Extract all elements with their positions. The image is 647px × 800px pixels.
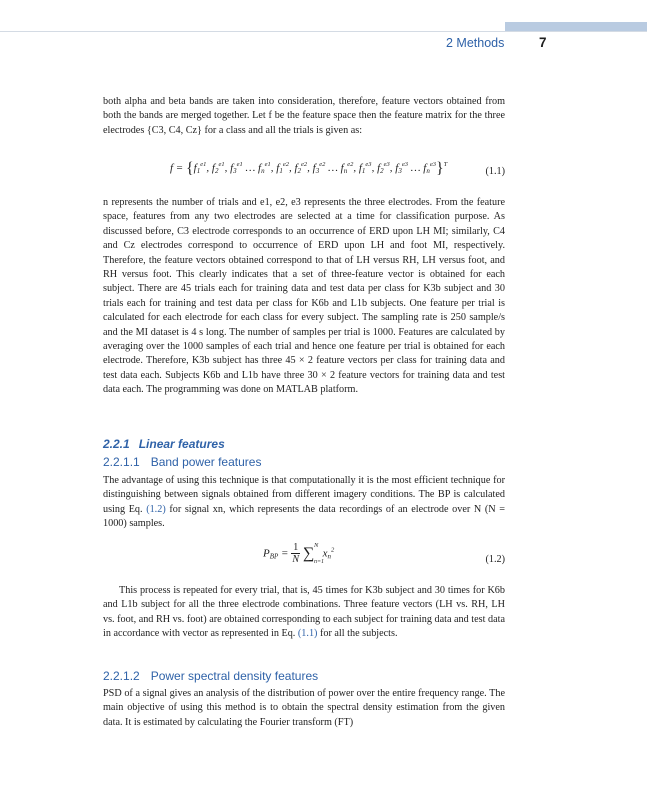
section-title: Power spectral density features: [150, 669, 319, 683]
section-title: Linear features: [138, 437, 225, 451]
section-title: Band power features: [150, 455, 262, 469]
equation-1-1-number: (1.1): [485, 166, 505, 177]
section-heading-2-2-1-2: [103, 669, 318, 683]
paragraph-trials-description: n represents the number of trials and e1, e2, e3 represents the three electrodes. From the feature space, features from any two electrodes are selected at a time for classification purpose. As discussed before, C3 electrode corresponds to an occurrence of ERD upon LH MI; similarly, C4 and Cz electrodes correspond to occurrence of ERD upon LH and foot MI, respectively. Therefore, the feature vectors obtained correspond to that of LH versus RH, LH versus foot, and RH versus foot. This clearly indicates that a set of three-feature vector is obtained for each subject. There are 45 trials each for training data and test data per class for K3b subject and 30 trials each for training and test data per class for K6b and L1b subjects. One feature per trial is calculated for each electrode for each class for every subject. The sampling rate is 250 sample/s and the MI dataset is 4 s long. The number of samples per trial is 1000. Features are calculated by averaging over the 1000 samples of each trial and hence one feature per trial is obtained for each electrode. Therefore, K3b subject has three 45 × 2 feature vectors per class for training data and test data each. Subjects K6b and L1b have three 30 × 2 feature vectors for training data and test data each. The programming was done on MATLAB platform.: [103, 197, 505, 396]
page-number: 7: [539, 35, 547, 50]
running-head: 2 Methods: [446, 36, 505, 50]
paragraph-process-repeated: This process is repeated for every trial, that is, 45 times for K3b subject and 30 times for K6b and L1b subject for all the three electrode combinations. Three feature vectors (LH vs. RH, LH vs. foot, and RH vs. foot) are obtained corresponding to each subject for training data and test data in accordance with vector as represented in Eq. (1.1) for all the subjects.: [103, 585, 505, 640]
paragraph-psd: PSD of a signal gives an analysis of the distribution of power over the entire frequency range. The main objective of using this method is to obtain the spectral density estimation from the given data. It is estimated by calculating the Fourier transform (FT): [103, 688, 505, 728]
section-number: 2.2.1: [103, 437, 130, 451]
equation-1-2-formula: $P_{BP}$ = $\frac{1}{N}$ ∑ N n=1 $x_n^2$: [263, 542, 335, 565]
section-number: 2.2.1.1: [103, 455, 140, 469]
equation-1-2-number: (1.2): [485, 554, 505, 565]
paragraph-feature-space: both alpha and beta bands are taken into consideration, therefore, feature vectors obtained from both the bands are merged together. Let f be the feature space then the feature matrix for the three electrodes {C3, C4, Cz} for a class and all the trials is given as:: [103, 96, 505, 136]
equation-reference-link[interactable]: (1.1): [297, 628, 318, 640]
section-number: 2.2.1.2: [103, 669, 140, 683]
paragraph-band-power: The advantage of using this technique is that computationally it is the most efficient technique for distinguishing between signals obtained from different imagery conditions. The BP is calculated using Eq. (1.2) for signal xn, which represents the data recordings of an electrode over N (N = 1000) samples.: [103, 475, 505, 530]
equation-1-1-formula: $f = \{f_1^{e1}$, $f_2^{e1}$, $f_3^{e1}$ … $f_n^{e1}$, $f_1^{e2}$, $f_2^{e2}$, $f_3^{e2}$ … $f_n^{e2}$, $f_1^{e3}$, $f_2^{e3}$, $f_3^{e3}$ … $f_n^{e3}\}^T$: [170, 160, 448, 177]
section-heading-2-2-1-1: [103, 455, 261, 469]
equation-reference-link[interactable]: (1.2): [146, 503, 166, 515]
section-heading-2-2-1: [103, 437, 225, 451]
equation-1-2: [103, 542, 505, 576]
header-rule: [0, 31, 647, 32]
header-accent-bar: [505, 22, 647, 31]
equation-1-1: [103, 160, 505, 190]
